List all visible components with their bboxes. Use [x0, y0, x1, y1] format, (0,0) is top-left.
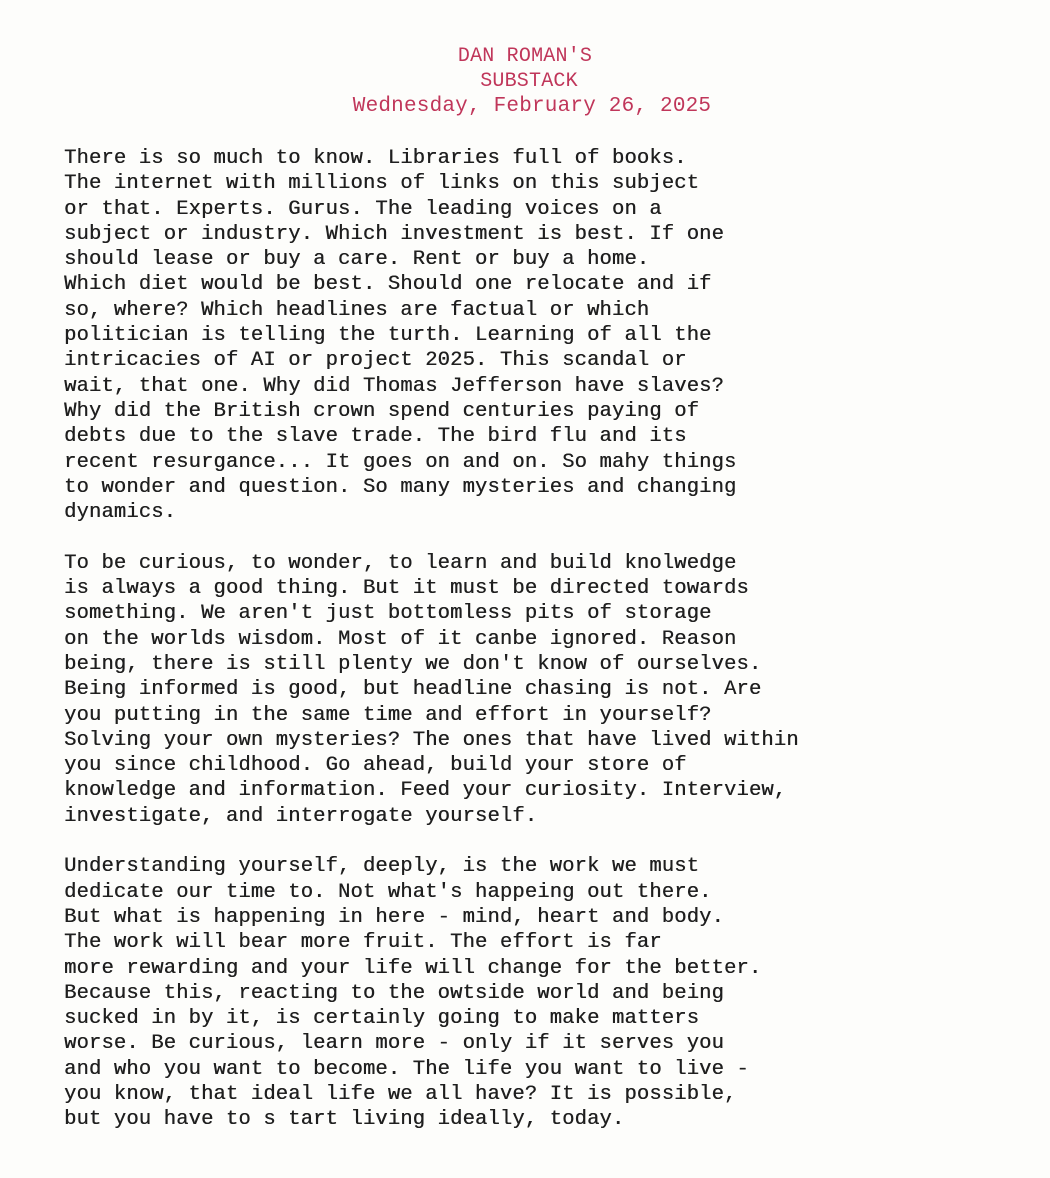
text-line: worse. Be curious, learn more - only if it serves you — [64, 1032, 724, 1056]
text-line: more rewarding and your life will change for the better. — [64, 956, 762, 980]
text-line: Solving your own mysteries? The ones that have lived within — [64, 728, 799, 752]
text-line: Being informed is good, but headline chasing is not. Are — [64, 678, 762, 702]
text-line: debts due to the slave trade. The bird flu and its — [64, 425, 687, 449]
text-line: so, where? Which headlines are factual or which — [64, 298, 650, 322]
essay-body — [64, 146, 1024, 1158]
publication-name: SUBSTACK — [480, 70, 578, 93]
text-line: knowledge and information. Feed your curiosity. Interview, — [64, 779, 787, 803]
text-line: being, there is still plenty we don't know of ourselves. — [64, 652, 762, 676]
text-line: investigate, and interrogate yourself. — [64, 804, 538, 828]
text-line: Why did the British crown spend centuries paying of — [64, 399, 700, 423]
post-date: Wednesday, February 26, 2025 — [352, 95, 712, 118]
paragraph — [64, 551, 1024, 829]
text-line: subject or industry. Which investment is best. If one — [64, 222, 724, 246]
text-line: Because this, reacting to the owtside world and being — [64, 981, 724, 1005]
text-line: on the worlds wisdom. Most of it canbe ignored. Reason — [64, 627, 737, 651]
text-line: you since childhood. Go ahead, build your store of — [64, 754, 687, 778]
text-line: There is so much to know. Libraries full of books. — [64, 147, 687, 170]
text-line: to wonder and question. So many mysteries and changing — [64, 475, 737, 499]
text-line: The work will bear more fruit. The effort is far — [64, 931, 662, 955]
text-line: dedicate our time to. Not what's happeing out there. — [64, 880, 712, 904]
text-line: or that. Experts. Gurus. The leading voices on a — [64, 197, 662, 221]
paragraph — [64, 146, 1024, 525]
page-header — [0, 44, 1050, 119]
text-line: politician is telling the turth. Learning of all the — [64, 324, 712, 348]
text-line: you know, that ideal life we all have? It is possible, — [64, 1082, 737, 1106]
text-line: To be curious, to wonder, to learn and build knolwedge — [64, 551, 737, 575]
text-line: Understanding yourself, deeply, is the work we must — [64, 855, 700, 879]
text-line: you putting in the same time and effort in yourself? — [64, 703, 712, 727]
text-line: but you have to s tart living ideally, today. — [64, 1108, 625, 1132]
author-name: DAN ROMAN'S — [457, 45, 593, 68]
paragraph — [64, 854, 1024, 1132]
text-line: recent resurgance... It goes on and on. So mahy things — [64, 450, 737, 474]
text-line: intricacies of AI or project 2025. This scandal or — [64, 349, 687, 373]
text-line: wait, that one. Why did Thomas Jefferson have slaves? — [64, 374, 724, 398]
text-line: The internet with millions of links on this subject — [64, 172, 700, 196]
text-line: should lease or buy a care. Rent or buy a home. — [64, 248, 650, 272]
text-line: But what is happening in here - mind, heart and body. — [64, 905, 724, 929]
text-line: Which diet would be best. Should one relocate and if — [64, 273, 712, 297]
text-line: is always a good thing. But it must be directed towards — [64, 577, 749, 601]
text-line: dynamics. — [64, 501, 177, 525]
text-line: sucked in by it, is certainly going to make matters — [64, 1007, 700, 1031]
text-line: something. We aren't just bottomless pits of storage — [64, 602, 712, 626]
text-line: and who you want to become. The life you want to live - — [64, 1057, 749, 1081]
